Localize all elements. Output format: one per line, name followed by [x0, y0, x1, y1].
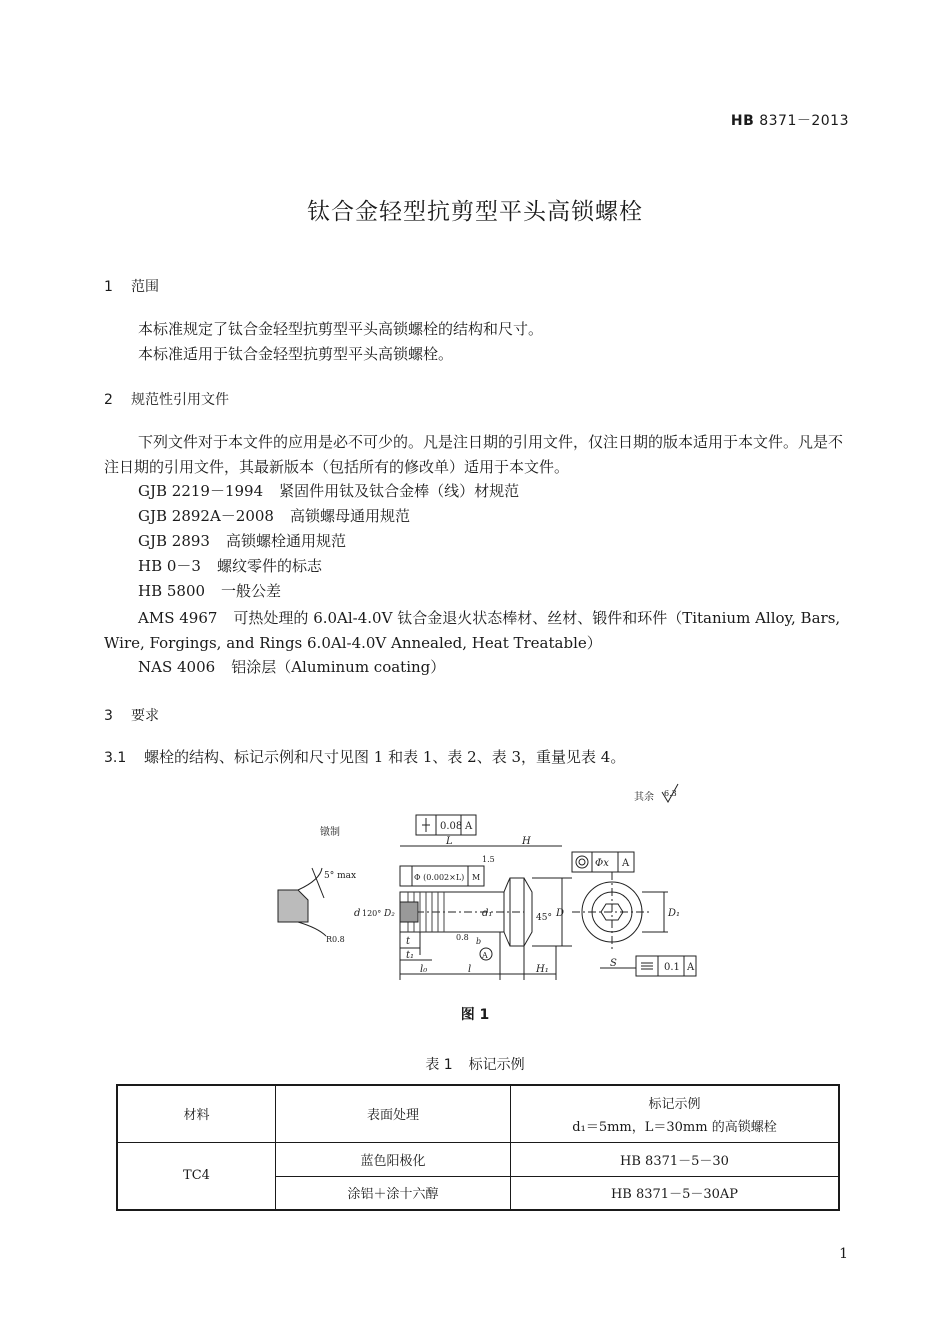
dim-l: l — [468, 964, 472, 975]
dim-15: 1.5 — [482, 855, 495, 864]
marking-example-table — [116, 1084, 840, 1211]
tol-conc-value: Φx — [595, 858, 609, 869]
cell-surface: 涂铝＋涂十六醇 — [276, 1176, 511, 1210]
tol-perp-datum: A — [465, 821, 473, 832]
clause-3-1: 3.1 螺栓的结构、标记示例和尺寸见图 1 和表 1、表 2、表 3，重量见表 4。 — [104, 748, 626, 766]
rolled-label: 镦制 — [320, 827, 340, 838]
cell-example: HB 8371－5－30 — [511, 1142, 840, 1176]
standard-code: HB 8371－2013 — [730, 113, 849, 129]
section-1-heading: 1 范围 — [104, 279, 159, 295]
ref-item: GJB 2892A－2008 高锁螺母通用规范 — [138, 507, 410, 525]
ra-small: 0.8 — [456, 933, 469, 942]
dim-lo: l₀ — [420, 964, 428, 975]
section-3-heading: 3 要求 — [104, 708, 159, 724]
tol-perp-value: 0.08 — [440, 821, 463, 832]
cell-surface: 蓝色阳极化 — [276, 1142, 511, 1176]
dim-S: S — [610, 958, 617, 969]
angle-45: 45° — [536, 913, 552, 923]
figure-caption: 图 1 — [460, 1007, 490, 1023]
roughness-value: 6.3 — [664, 789, 677, 798]
header-surface: 表面处理 — [276, 1085, 511, 1142]
ref-item: HB 0－3 螺纹零件的标志 — [138, 557, 322, 575]
angle-max-label: 5° max — [324, 871, 357, 881]
ref-item: GJB 2219－1994 紧固件用钛及钛合金棒（线）材规范 — [138, 482, 520, 500]
page-number: 1 — [839, 1246, 848, 1262]
header-example: 标记示例 d₁＝5mm，L＝30mm 的高锁螺栓 — [511, 1085, 840, 1142]
section-2-heading: 2 规范性引用文件 — [104, 392, 229, 408]
angle-120: 120° — [362, 909, 382, 918]
ref-item: NAS 4006 铝涂层（Aluminum coating） — [138, 658, 446, 676]
dim-D: D — [556, 908, 565, 919]
ref-item: AMS 4967 可热处理的 6.0Al-4.0V 钛合金退火状态棒材、丝材、锻件和环件（Titanium Alloy, Bars, Wire, Forgings, and Rings 6.0Al-4.0V Annealed, Heat Treatable） — [104, 609, 841, 652]
ref-item: HB 5800 一般公差 — [138, 582, 282, 600]
dim-H: H — [522, 836, 531, 847]
document-title: 钛合金轻型抗剪型平头高锁螺栓 — [307, 199, 643, 225]
ref-item: GJB 2893 高锁螺栓通用规范 — [138, 532, 346, 550]
dim-D1: D₁ — [668, 908, 681, 919]
cell-example: HB 8371－5－30AP — [511, 1176, 840, 1210]
table-header-row — [117, 1085, 839, 1142]
radius-label: R0.8 — [326, 935, 345, 944]
cell-material: TC4 — [117, 1142, 276, 1210]
dim-b: b — [476, 937, 482, 946]
table-caption: 表 1 标记示例 — [425, 1057, 525, 1073]
dim-t: t — [406, 936, 411, 947]
section-2-intro: 下列文件对于本文件的应用是必不可少的。凡是注日期的引用文件，仅注日期的版本适用于本文件。凡是不注日期的引用文件，其最新版本（包括所有的修改单）适用于本文件。 — [104, 433, 844, 476]
table-row — [117, 1142, 839, 1176]
tol-conc-datum: A — [622, 858, 630, 869]
tol-pos-m: M — [472, 873, 481, 882]
datum-A: A — [482, 951, 488, 960]
tol-pos-value: Φ (0.002×L) — [414, 873, 465, 882]
tol-sym-datum: A — [687, 962, 695, 973]
dim-t1: t₁ — [406, 950, 415, 961]
dim-d1: d₁ — [482, 908, 493, 919]
section-1-para-1: 本标准规定了钛合金轻型抗剪型平头高锁螺栓的结构和尺寸。 — [138, 320, 544, 338]
bolt-figure — [260, 780, 720, 990]
dim-H1: H₁ — [536, 964, 549, 975]
dim-d: d — [354, 908, 361, 919]
dim-D2: D₂ — [384, 909, 395, 919]
tol-sym-value: 0.1 — [664, 962, 680, 973]
header-material: 材料 — [117, 1085, 276, 1142]
dim-L: L — [446, 836, 453, 847]
section-1-para-2: 本标准适用于钛合金轻型抗剪型平头高锁螺栓。 — [138, 345, 454, 363]
roughness-label: 其余 — [634, 792, 654, 803]
